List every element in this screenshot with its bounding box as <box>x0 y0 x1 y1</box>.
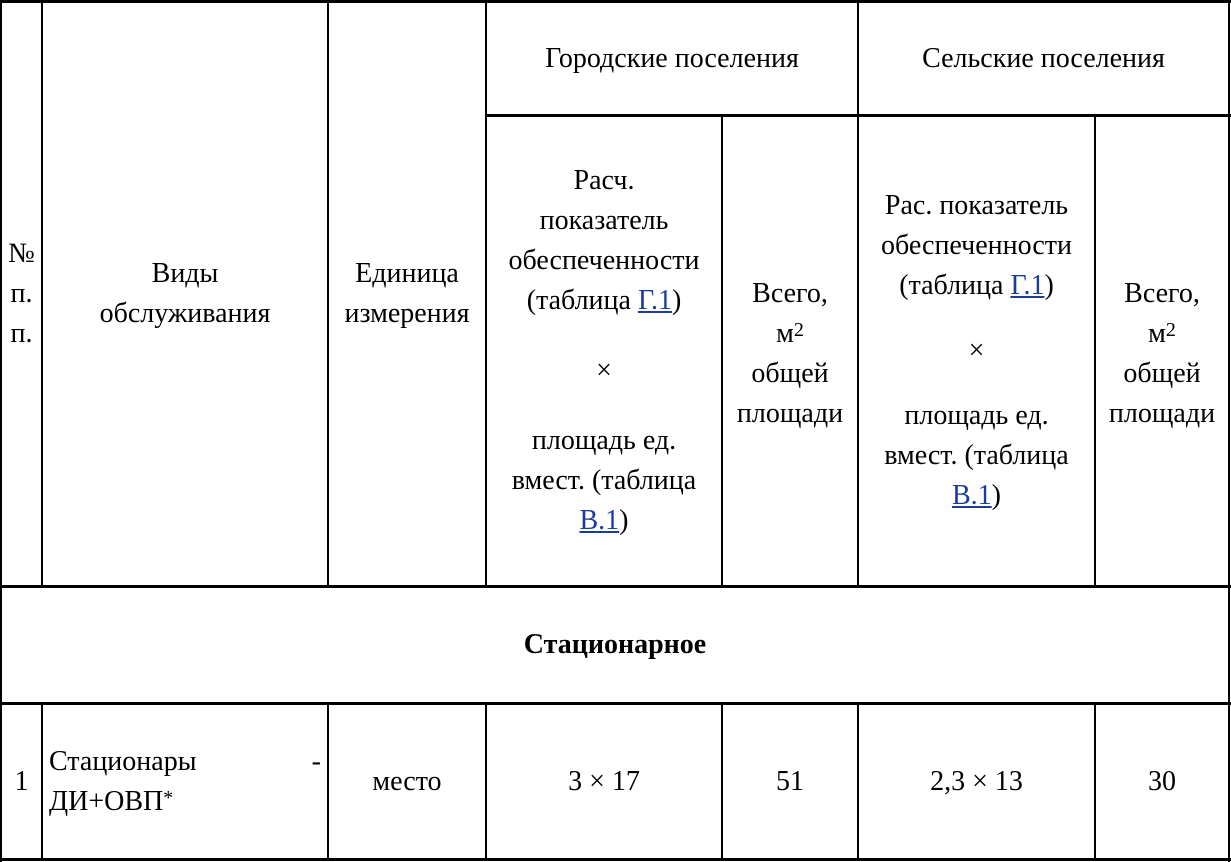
header-unit: Единица измерения <box>344 258 470 329</box>
link-table-v1[interactable]: В.1 <box>579 505 620 536</box>
header-num: № п. п. <box>8 238 35 349</box>
row-urban-total: 51 <box>776 765 804 797</box>
table-border-bottom <box>0 858 1231 861</box>
link-table-g1[interactable]: Г.1 <box>637 285 672 316</box>
link-table-v1[interactable]: В.1 <box>951 480 992 511</box>
section-title: Стационарное <box>523 629 707 660</box>
times-sign: × <box>596 355 612 386</box>
link-table-g1[interactable]: Г.1 <box>1010 270 1045 301</box>
header-service-type: Виды обслуживания <box>99 258 271 329</box>
header-rural-group: Сельские поселения <box>922 42 1165 74</box>
row-num: 1 <box>14 765 29 797</box>
row-rural-calc: 2,3 × 13 <box>930 765 1023 797</box>
row-rural-total: 30 <box>1148 765 1176 797</box>
times-sign: × <box>968 335 985 366</box>
row-unit: место <box>372 765 442 797</box>
table-border-right <box>1228 0 1230 862</box>
row-urban-calc: 3 × 17 <box>568 765 640 797</box>
header-urban-group: Городские поселения <box>545 42 799 74</box>
header-urban-total: Всего, $м^2$ общей площади <box>736 278 844 429</box>
row-service-name: Стационары - ДИ+ОВП* <box>49 745 321 817</box>
header-rural-calc: Рас. показатель обеспеченности (таблица Г.1) × площадь ед. вмест. (таблица В.1) <box>881 190 1072 511</box>
header-rural-total: Всего, $м^2$ общей площади <box>1108 278 1216 429</box>
header-urban-calc: Расч. показатель обеспеченности (таблица Г.1) × площадь ед. вмест. (таблица В.1) <box>508 165 700 536</box>
